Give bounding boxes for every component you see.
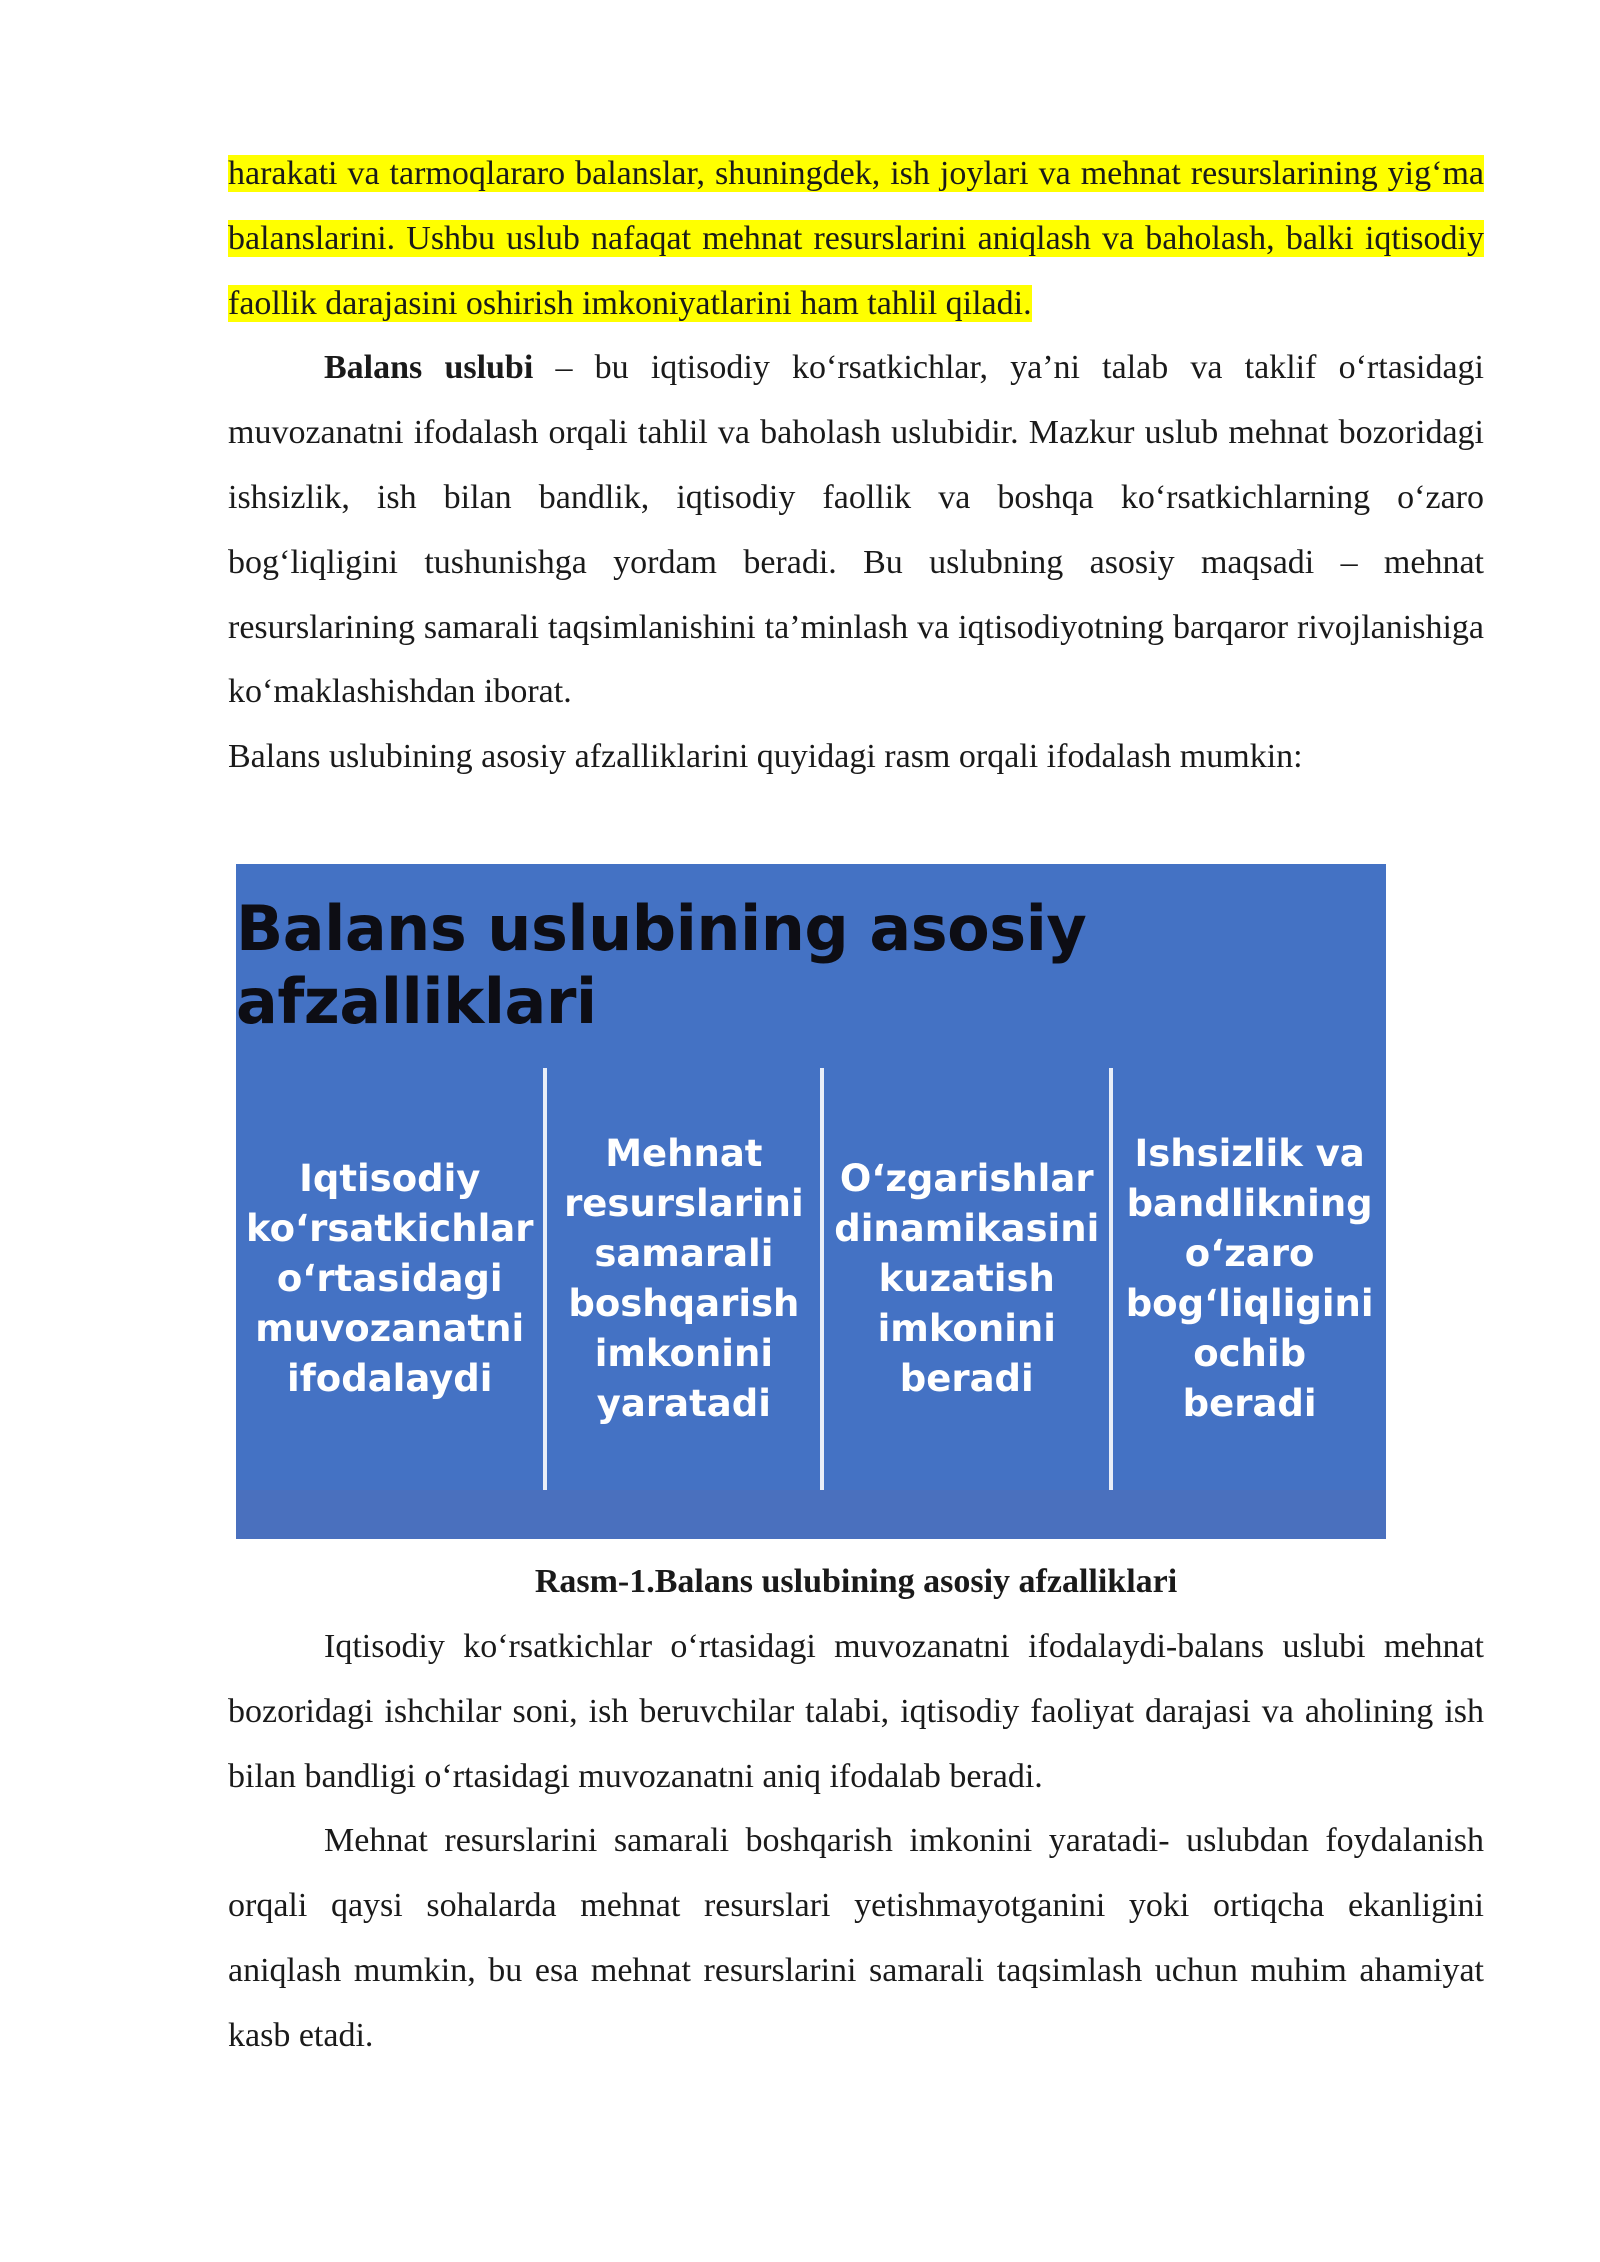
figure-footer-bar [236, 1490, 1386, 1539]
figure-caption: Rasm-1.Balans uslubining asosiy afzalliklari [534, 1563, 1178, 1600]
figure-column [547, 1068, 820, 1490]
balans-definition-paragraph [228, 336, 1484, 725]
figure-column [236, 1068, 543, 1490]
figure-column-text: O‘zgarishlar dinamikasini kuzatish imkonini beradi [834, 1157, 1100, 1400]
figure-title: Balans uslubining asosiy afzalliklari [236, 892, 1087, 1038]
figure-column [824, 1068, 1109, 1490]
figure-intro-line: Balans uslubining asosiy afzalliklarini quyidagi rasm orqali ifodalash mumkin: [228, 738, 1303, 776]
after-figure-text-block [228, 1615, 1484, 2069]
balans-definition-text: – bu iqtisodiy ko‘rsatkichlar, ya’ni talab va taklif o‘rtasidagi muvozanatni ifodalash orqali tahlil va baholash uslubidir. Mazkur uslub mehnat bozoridagi ishsizlik, ish bilan bandlik, iqtisodiy faollik va boshqa ko‘rsatkichlarning o‘zaro bog‘liqligini tushunishga yordam beradi. Bu uslubning asosiy maqsadi – mehnat resurslarining samarali taqsimlanishini ta’minlash va iqtisodiyotning barqaror rivojlanishiga ko‘maklashishdan iborat. [228, 349, 1484, 711]
figure-header [236, 864, 1386, 1066]
paragraph-after-2: Mehnat resurslarini samarali boshqarish imkonini yaratadi- uslubdan foydalanish orqali qaysi sohalarda mehnat resurslari yetishmayotganini yoki ortiqcha ekanligini aniqlash mumkin, bu esa mehnat resurslarini samarali taqsimlash uchun muhim ahamiyat kasb etadi. [228, 1822, 1484, 2054]
figure-column-text: Mehnat resurslarini samarali boshqarish imkonini yaratadi [564, 1132, 804, 1425]
figure-column [1113, 1068, 1386, 1490]
paragraph-after-1: Iqtisodiy ko‘rsatkichlar o‘rtasidagi muvozanatni ifodalaydi-balans uslubi mehnat bozoridagi ishchilar soni, ish beruvchilar talabi, iqtisodiy faoliyat darajasi va aholining ish bilan bandligi o‘rtasidagi muvozanatni aniq ifodalab beradi. [228, 1628, 1484, 1795]
highlighted-paragraph [228, 142, 1484, 336]
highlighted-text: harakati va tarmoqlararo balanslar, shuningdek, ish joylari va mehnat resurslarining yig‘ma balanslarini. Ushbu uslub nafaqat mehnat resurslarini aniqlash va baholash, balki iqtisodiy faollik darajasini oshirish imkoniyatlarini ham tahlil qiladi. [228, 155, 1484, 322]
balans-term: Balans uslubi [324, 349, 534, 387]
figure-column-text: Iqtisodiy ko‘rsatkichlar o‘rtasidagi muvozanatni ifodalaydi [246, 1157, 534, 1400]
figure-columns [236, 1068, 1386, 1490]
figure-column-text: Ishsizlik va bandlikning o‘zaro bog‘liqligini ochib beradi [1125, 1132, 1374, 1425]
intro-text-block [228, 142, 1484, 790]
advantages-figure [236, 864, 1386, 1539]
